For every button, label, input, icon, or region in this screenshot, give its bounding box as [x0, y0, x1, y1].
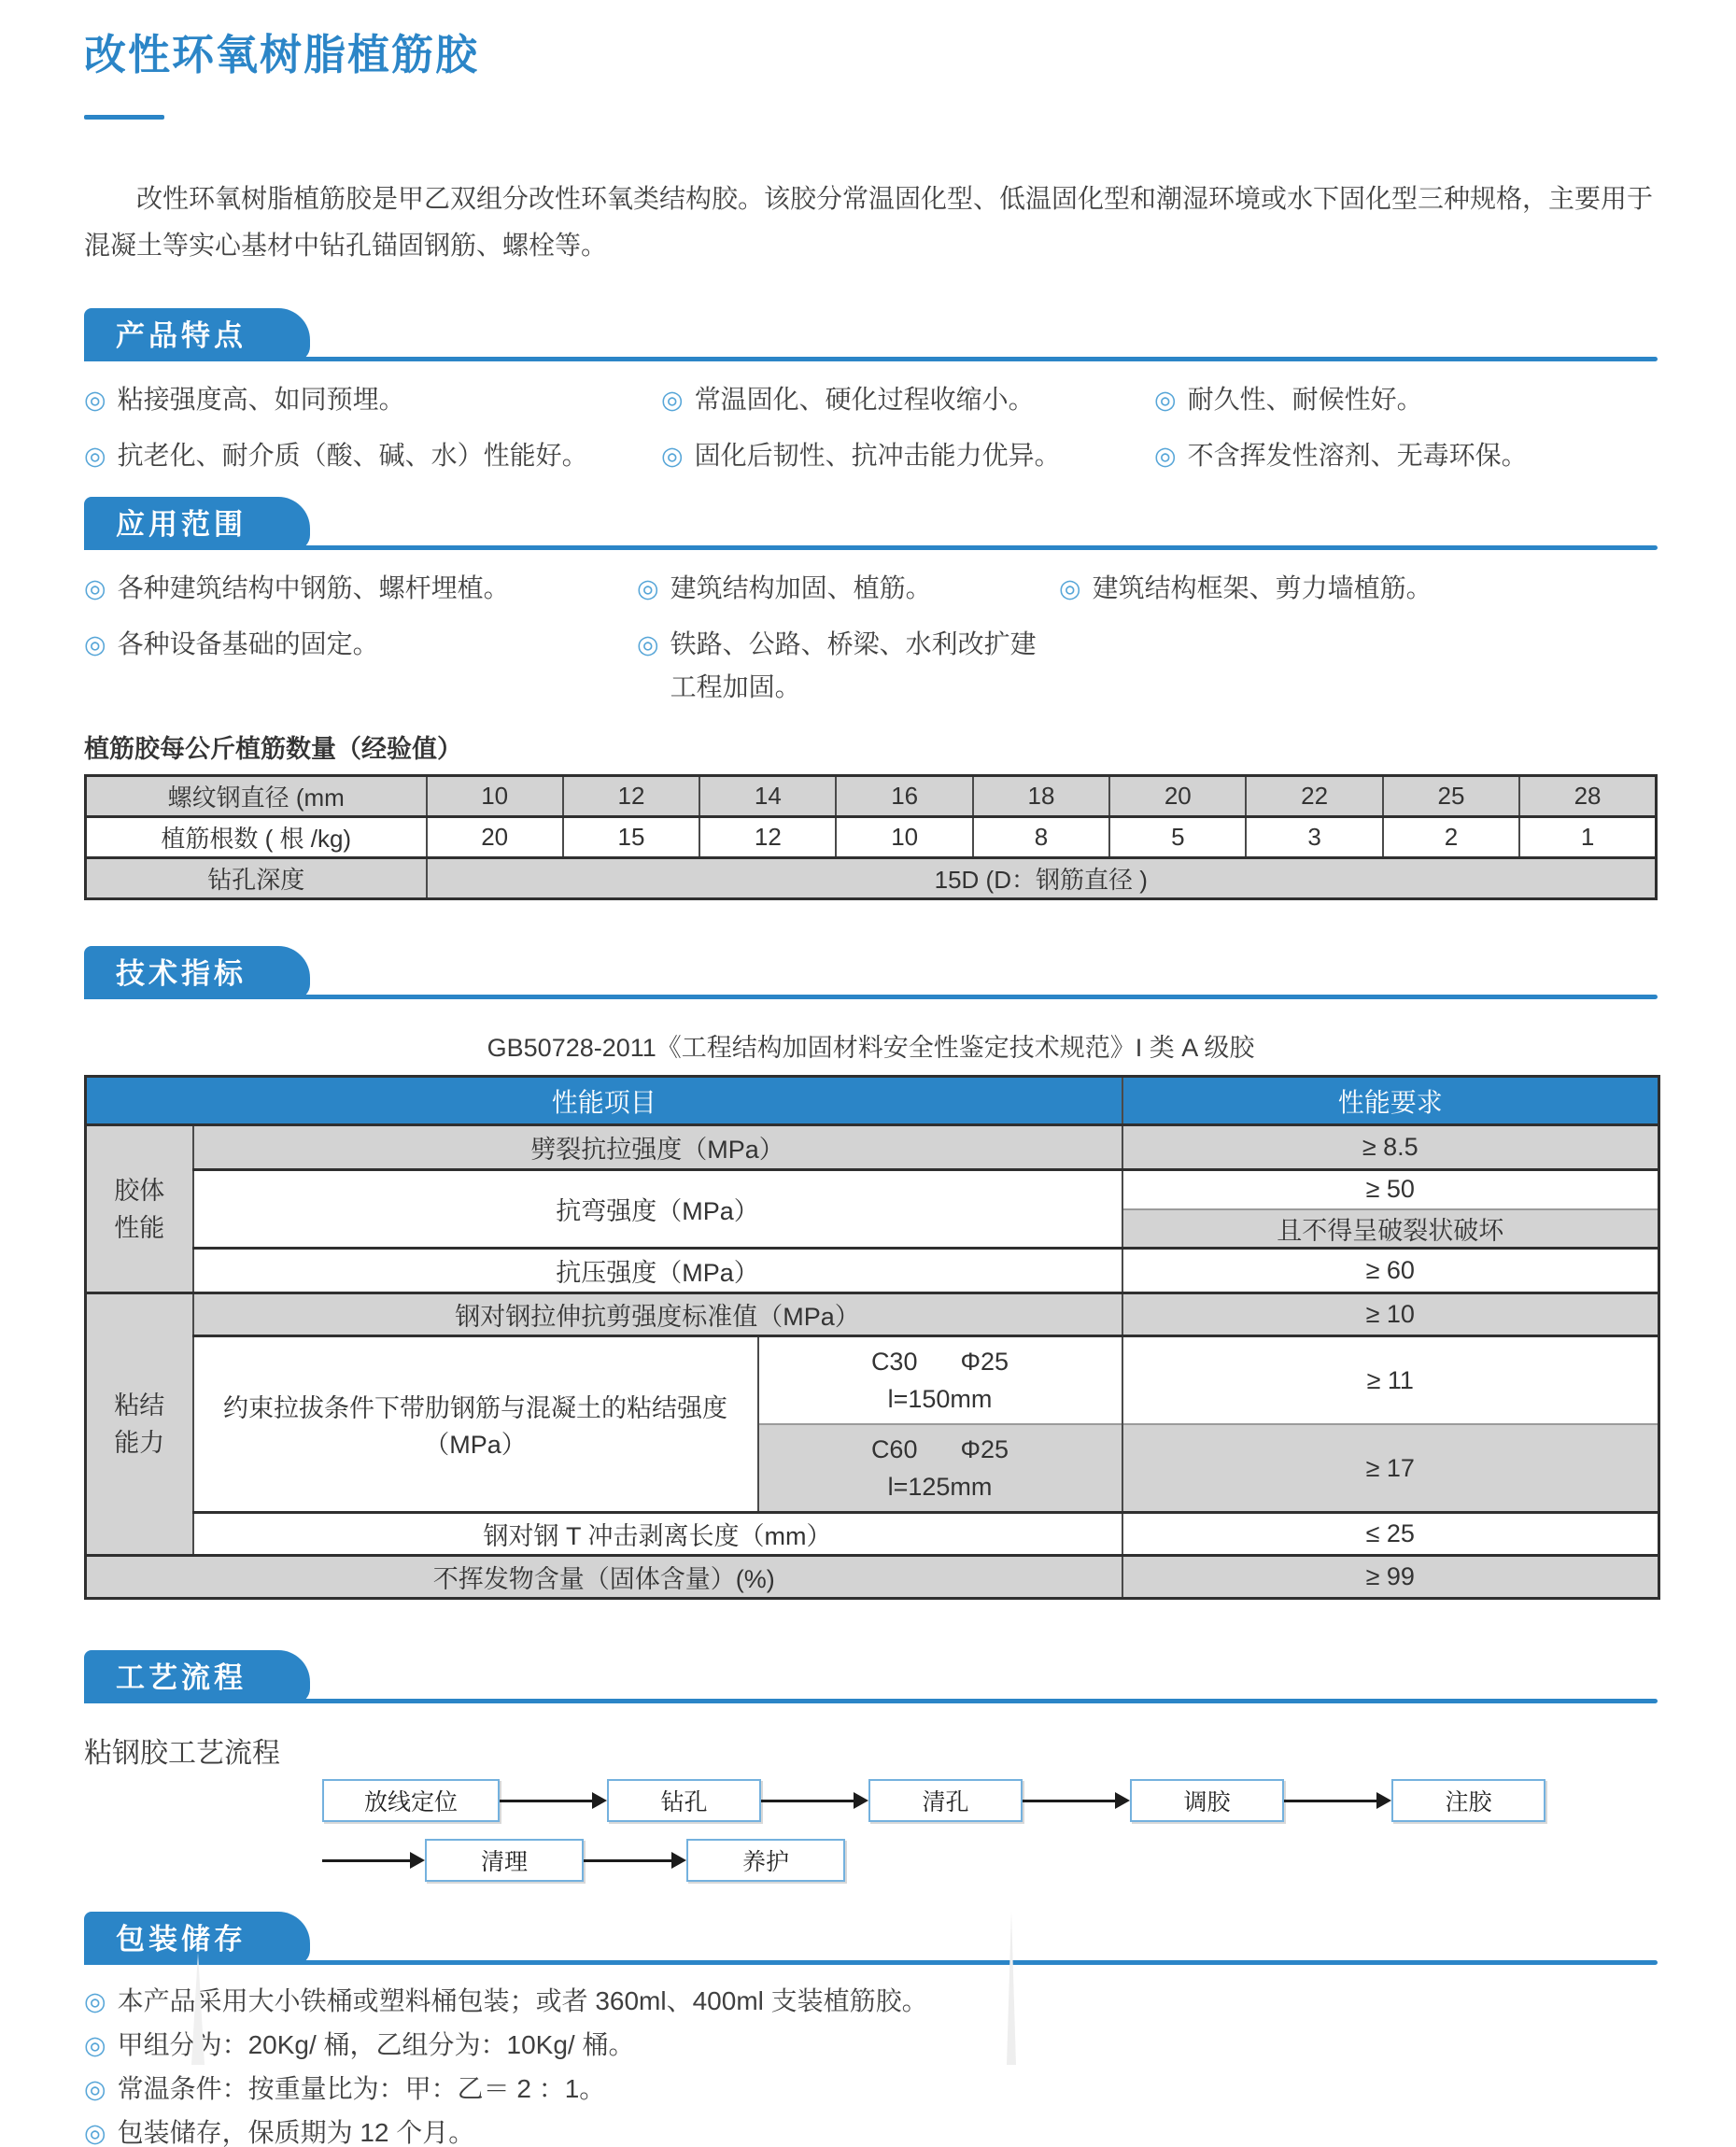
table-row — [86, 858, 1657, 899]
diameter-cell: 28 — [1519, 776, 1656, 817]
item-cell: 钢对钢拉伸抗剪强度标准值（MPa） — [193, 1293, 1122, 1336]
req-cell: 且不得呈破裂状破坏 — [1122, 1209, 1659, 1249]
standard-note: GB50728-2011《工程结构加固材料安全性鉴定技术规范》I 类 A 级胶 — [487, 1034, 1255, 1062]
double-circle-bullet-icon: ◎ — [84, 2031, 106, 2059]
header-item-cell: 性能项目 — [86, 1077, 1122, 1125]
list-item — [661, 378, 1154, 421]
double-circle-bullet-icon: ◎ — [84, 442, 106, 470]
page-title: 改性环氧树脂植筋胶 — [84, 31, 480, 78]
list-item — [84, 2119, 1658, 2147]
section-header-features — [84, 308, 1658, 361]
list-item — [661, 434, 1154, 477]
count-cell: 20 — [427, 817, 563, 858]
packaging-text: 甲组分为：20Kg/ 桶，乙组分为：10Kg/ 桶。 — [117, 2030, 635, 2059]
req-cell: ≤ 25 — [1122, 1513, 1659, 1556]
application-text: 建筑结构加固、植筋。 — [670, 573, 932, 602]
item-cell: 不挥发物含量（固体含量）(%) — [86, 1556, 1122, 1599]
req-cell: ≥ 10 — [1122, 1293, 1659, 1336]
double-circle-bullet-icon: ◎ — [661, 442, 684, 470]
applications-list — [84, 567, 1658, 709]
row-label-cell: 钻孔深度 — [86, 858, 427, 899]
table-row — [86, 1513, 1659, 1556]
tech-spec-table — [84, 1075, 1660, 1600]
section-header-packaging — [84, 1912, 1658, 1965]
table-row — [86, 1293, 1659, 1336]
double-circle-bullet-icon: ◎ — [84, 630, 106, 658]
list-item — [637, 623, 1059, 709]
item-cell: 劈裂抗拉强度（MPa） — [193, 1125, 1122, 1170]
count-cell: 1 — [1519, 817, 1656, 858]
count-cell: 12 — [699, 817, 836, 858]
intro-paragraph: 改性环氧树脂植筋胶是甲乙双组分改性环氧类结构胶。该胶分常温固化型、低温固化型和潮湿环境或水下固化型三种规格，主要用于混凝土等实心基材中钻孔锚固钢筋、螺栓等。 — [84, 184, 1654, 260]
watermark-spire — [1007, 1911, 1016, 2065]
double-circle-bullet-icon: ◎ — [637, 574, 659, 602]
flow-arrow-icon — [1284, 1792, 1391, 1809]
list-item — [84, 567, 637, 610]
packaging-list — [84, 1987, 1658, 2147]
flow-subtitle: 粘钢胶工艺流程 — [84, 1738, 280, 1769]
req-cell: ≥ 50 — [1122, 1170, 1659, 1209]
diameter-cell: 10 — [427, 776, 563, 817]
title-underline — [84, 115, 164, 120]
double-circle-bullet-icon: ◎ — [84, 386, 106, 414]
watermark-spire — [191, 1953, 205, 2065]
packaging-text: 本产品采用大小铁桶或塑料桶包装；或者 360ml、400ml 支装植筋胶。 — [117, 1986, 928, 2015]
count-cell: 15 — [563, 817, 699, 858]
condition-cell — [758, 1424, 1122, 1513]
group-cell: 胶体性能 — [86, 1125, 193, 1293]
list-item — [84, 623, 637, 709]
feature-text: 固化后韧性、抗冲击能力优异。 — [694, 441, 1061, 470]
diameter-cell: 16 — [836, 776, 972, 817]
flow-step: 养护 — [686, 1839, 845, 1882]
flow-arrow-icon — [761, 1792, 868, 1809]
list-item — [1154, 378, 1658, 421]
count-cell: 8 — [973, 817, 1109, 858]
diameter-cell: 12 — [563, 776, 699, 817]
flow-arrow-icon — [1023, 1792, 1130, 1809]
flow-step: 放线定位 — [322, 1779, 500, 1822]
packaging-text: 常温条件：按重量比为：甲：乙＝ 2 ：1。 — [117, 2074, 606, 2103]
application-text: 建筑结构框架、剪力墙植筋。 — [1092, 573, 1433, 602]
table-header-row — [86, 1077, 1659, 1125]
double-circle-bullet-icon: ◎ — [84, 2075, 106, 2103]
embed-length: l=125mm — [887, 1473, 993, 1501]
double-circle-bullet-icon: ◎ — [637, 630, 659, 658]
packaging-badge: 包装储存 — [84, 1912, 310, 1965]
diameter-cell: 25 — [1383, 776, 1519, 817]
section-header-tech — [84, 946, 1658, 999]
features-badge: 产品特点 — [84, 308, 310, 361]
list-item — [1154, 434, 1658, 477]
depth-span-cell: 15D (D：钢筋直径 ) — [427, 858, 1657, 899]
table-row — [86, 1170, 1659, 1209]
features-list — [84, 378, 1658, 477]
table-row — [86, 776, 1657, 817]
flow-step: 钻孔 — [607, 1779, 761, 1822]
table-row — [86, 817, 1657, 858]
double-circle-bullet-icon: ◎ — [661, 386, 684, 414]
table-row — [86, 1336, 1659, 1425]
double-circle-bullet-icon: ◎ — [1059, 574, 1081, 602]
flow-step: 清理 — [425, 1839, 584, 1882]
count-cell: 5 — [1109, 817, 1246, 858]
bar-diameter: Φ25 — [960, 1435, 1009, 1463]
process-flow-row-1 — [322, 1778, 1658, 1823]
req-cell: ≥ 11 — [1122, 1336, 1659, 1425]
process-flow-row-2 — [322, 1838, 1658, 1883]
table-row — [86, 1556, 1659, 1599]
count-cell: 3 — [1246, 817, 1382, 858]
embed-length: l=150mm — [887, 1385, 993, 1413]
table-row — [86, 1125, 1659, 1170]
application-text: 铁路、公路、桥梁、水利改扩建工程加固。 — [670, 629, 1037, 701]
flow-arrow-icon — [584, 1852, 686, 1869]
diameter-cell: 20 — [1109, 776, 1246, 817]
concrete-grade: C60 — [870, 1435, 918, 1463]
item-cell: 抗压强度（MPa） — [193, 1249, 1122, 1293]
row-label-cell: 植筋根数 ( 根 /kg) — [86, 817, 427, 858]
feature-text: 常温固化、硬化过程收缩小。 — [694, 385, 1035, 414]
list-item — [84, 2031, 1658, 2059]
double-circle-bullet-icon: ◎ — [1154, 386, 1177, 414]
rebar-table-caption: 植筋胶每公斤植筋数量（经验值） — [84, 735, 462, 763]
applications-badge: 应用范围 — [84, 497, 310, 550]
packaging-text: 包装储存，保质期为 12 个月。 — [117, 2118, 475, 2147]
feature-text: 抗老化、耐介质（酸、碱、水）性能好。 — [117, 441, 588, 470]
req-cell: ≥ 60 — [1122, 1249, 1659, 1293]
req-cell: ≥ 17 — [1122, 1424, 1659, 1513]
count-cell: 2 — [1383, 817, 1519, 858]
application-text: 各种设备基础的固定。 — [117, 629, 379, 658]
list-item — [84, 1987, 1658, 2015]
process-badge: 工艺流程 — [84, 1650, 310, 1703]
diameter-cell: 14 — [699, 776, 836, 817]
list-item — [1059, 567, 1658, 610]
flow-arrow-icon — [322, 1852, 425, 1869]
condition-cell — [758, 1336, 1122, 1425]
section-header-process — [84, 1650, 1658, 1703]
double-circle-bullet-icon: ◎ — [1154, 442, 1177, 470]
count-cell: 10 — [836, 817, 972, 858]
double-circle-bullet-icon: ◎ — [84, 574, 106, 602]
feature-text: 耐久性、耐候性好。 — [1187, 385, 1423, 414]
double-circle-bullet-icon: ◎ — [84, 2119, 106, 2147]
feature-text: 不含挥发性溶剂、无毒环保。 — [1187, 441, 1528, 470]
header-req-cell: 性能要求 — [1122, 1077, 1659, 1125]
group-cell: 粘结能力 — [86, 1293, 193, 1556]
double-circle-bullet-icon: ◎ — [84, 1987, 106, 2015]
item-cell: 钢对钢 T 冲击剥离长度（mm） — [193, 1513, 1122, 1556]
item-cell: 抗弯强度（MPa） — [193, 1170, 1122, 1249]
req-cell: ≥ 8.5 — [1122, 1125, 1659, 1170]
req-cell: ≥ 99 — [1122, 1556, 1659, 1599]
item-cell: 约束拉拔条件下带肋钢筋与混凝土的粘结强度（MPa） — [193, 1336, 758, 1513]
diameter-cell: 22 — [1246, 776, 1382, 817]
rebar-count-table — [84, 774, 1658, 900]
table-row — [86, 1249, 1659, 1293]
row-label-cell: 螺纹钢直径 (mm — [86, 776, 427, 817]
list-item — [84, 2075, 1658, 2103]
flow-step: 调胶 — [1130, 1779, 1284, 1822]
list-item — [637, 567, 1059, 610]
diameter-cell: 18 — [973, 776, 1109, 817]
tech-badge: 技术指标 — [84, 946, 310, 999]
flow-step: 清孔 — [868, 1779, 1023, 1822]
feature-text: 粘接强度高、如同预埋。 — [117, 385, 405, 414]
list-item — [84, 434, 661, 477]
application-text: 各种建筑结构中钢筋、螺杆埋植。 — [117, 573, 510, 602]
flow-step: 注胶 — [1391, 1779, 1545, 1822]
list-item — [84, 378, 661, 421]
concrete-grade: C30 — [870, 1348, 918, 1376]
flow-arrow-icon — [500, 1792, 607, 1809]
section-header-applications — [84, 497, 1658, 550]
bar-diameter: Φ25 — [960, 1348, 1009, 1376]
